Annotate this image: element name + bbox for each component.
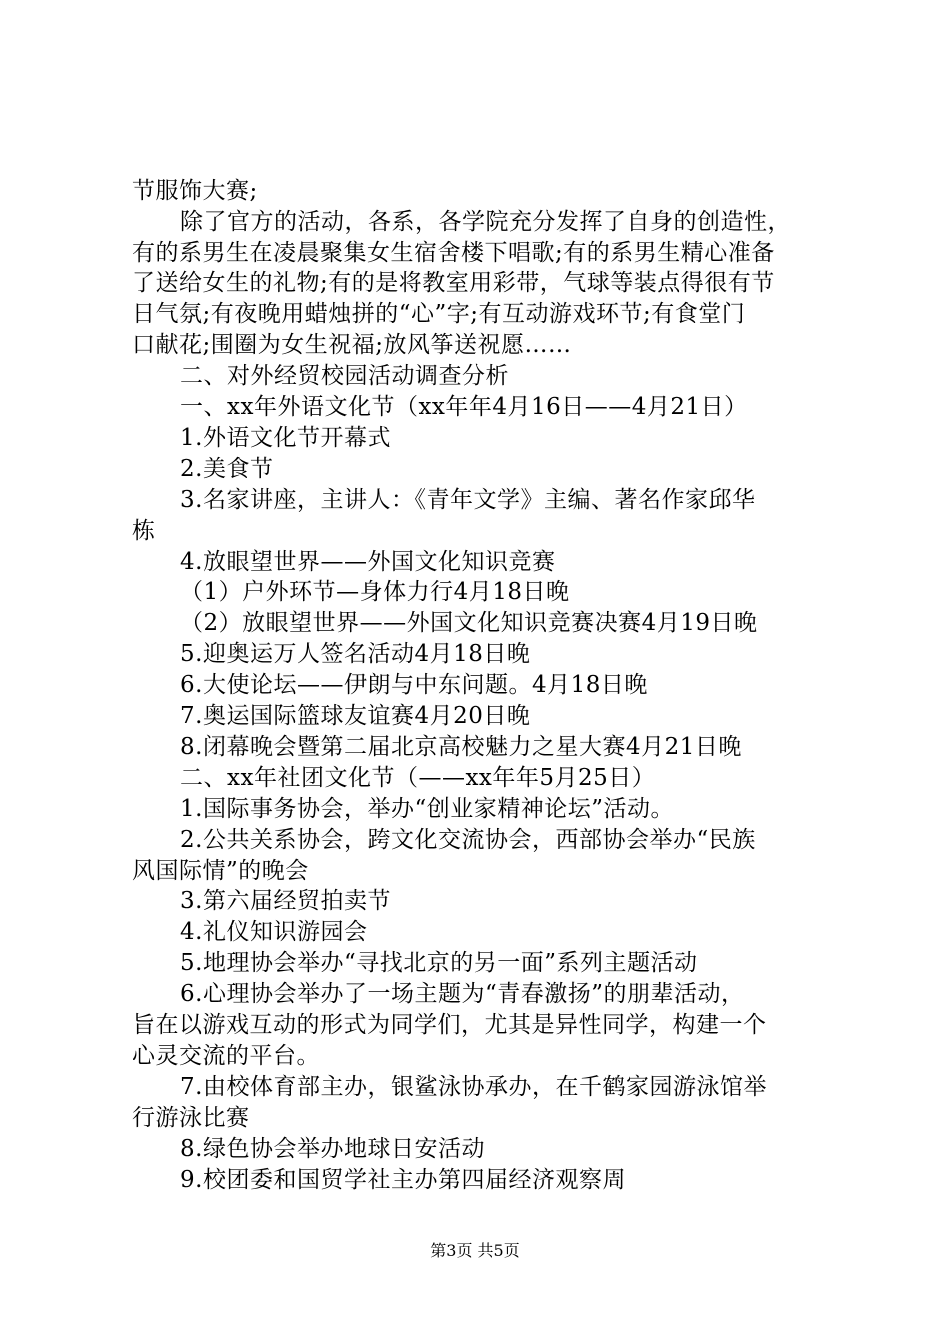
sub-list-item: （2）放眼望世界——外国文化知识竞赛决赛4月19日晚 [180,610,758,636]
list-item-continuation: 风国际情”的晚会 [132,858,309,884]
text-line-5: 日气氛;有夜晚用蜡烛拼的“心”字;有互动游戏环节;有食堂门 [132,301,746,327]
list-item: 7.由校体育部主办，银鲨泳协承办，在千鹤家园游泳馆举 [180,1074,767,1100]
list-item: 1.外语文化节开幕式 [180,425,391,451]
list-item: 8.闭幕晚会暨第二届北京高校魅力之星大赛4月21日晚 [180,734,742,760]
list-item-continuation: 行游泳比赛 [132,1105,250,1131]
list-item: 1.国际事务协会，举办“创业家精神论坛”活动。 [180,796,674,822]
list-item-continuation: 旨在以游戏互动的形式为同学们，尤其是异性同学，构建一个 [132,1012,767,1038]
page-number: 第3页 共5页 [430,1241,520,1260]
list-item: 3.名家讲座，主讲人：《青年文学》主编、著名作家邱华 [180,487,756,513]
list-item: 3.第六届经贸拍卖节 [180,888,391,914]
list-item: 8.绿色协会举办地球日安活动 [180,1136,485,1162]
list-item: 6.心理协会举办了一场主题为“青春激扬”的朋辈活动， [180,981,745,1007]
list-item-continuation: 栋 [132,518,156,544]
text-line-1: 节服饰大赛; [132,178,258,204]
sub-list-item: （1）户外环节—身体力行4月18日晚 [180,579,570,605]
list-item: 9.校团委和国贸学社主办第四届经济观察周 [180,1167,626,1193]
list-item: 6.大使论坛——伊朗与中东问题。4月18日晚 [180,672,648,698]
list-item: 2.公共关系协会，跨文化交流协会，西部协会举办“民族 [180,827,756,853]
list-item: 4.放眼望世界——外国文化知识竞赛 [180,549,556,575]
list-item-continuation: 心灵交流的平台。 [132,1043,320,1069]
list-item: 4.礼仪知识游园会 [180,919,368,945]
section-heading: 二、对外经贸校园活动调查分析 [180,363,509,389]
list-item: 2.美食节 [180,456,274,482]
text-line-4: 了送给女生的礼物;有的是将教室用彩带，气球等装点得很有节 [132,270,775,296]
text-line-3: 有的系男生在凌晨聚集女生宿舍楼下唱歌;有的系男生精心准备 [132,240,775,266]
list-item: 5.地理协会举办“寻找北京的另一面”系列主题活动 [180,950,698,976]
list-item: 5.迎奥运万人签名活动4月18日晚 [180,641,531,667]
text-line-6: 口献花;围圈为女生祝福;放风筝送祝愿…… [132,332,572,358]
list-item: 7.奥运国际篮球友谊赛4月20日晚 [180,703,531,729]
subsection-heading-2: 二、xx年社团文化节（——xx年年5月25日） [180,765,656,791]
subsection-heading-1: 一、xx年外语文化节（xx年年4月16日——4月21日） [180,394,748,420]
text-line-2: 除了官方的活动，各系，各学院充分发挥了自身的创造性， [180,209,791,235]
